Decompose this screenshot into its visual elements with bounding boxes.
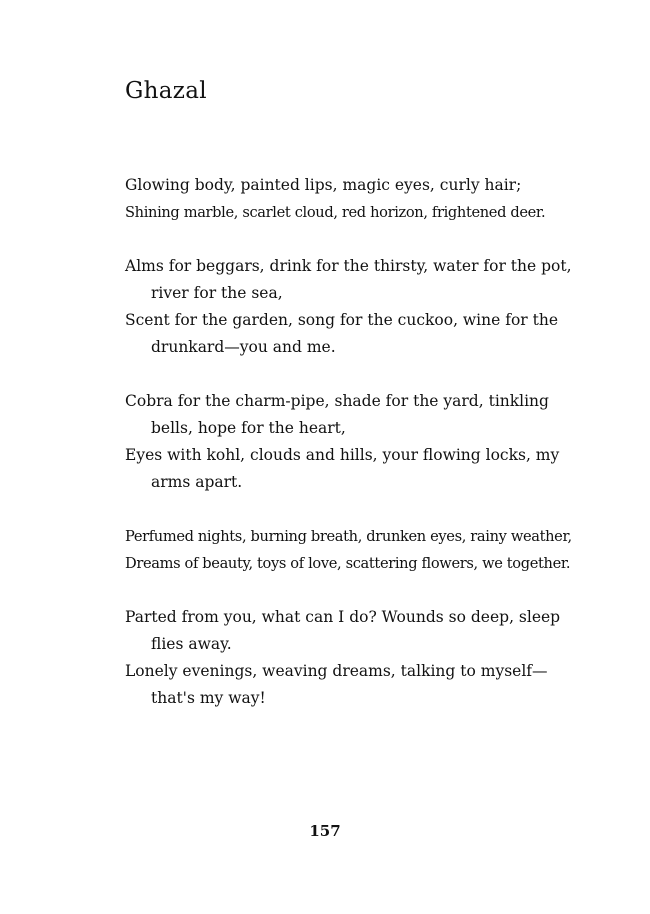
poem-line-continuation: that's my way! <box>151 689 266 707</box>
poem-title: Ghazal <box>125 78 207 104</box>
poem-line: Parted from you, what can I do? Wounds so deep, sleep <box>125 608 561 626</box>
stanza <box>125 523 572 577</box>
poem-line-continuation: flies away. <box>151 635 232 653</box>
poem-line-continuation: arms apart. <box>151 473 243 491</box>
page-number: 157 <box>309 822 341 840</box>
stanza <box>125 388 565 496</box>
poem-body <box>125 172 572 739</box>
poem-line-continuation: bells, hope for the heart, <box>151 419 346 437</box>
poem-line: Lonely evenings, weaving dreams, talking to myself— <box>125 662 548 680</box>
poem-line: Glowing body, painted lips, magic eyes, curly hair; <box>125 176 522 194</box>
poem-line: Dreams of beauty, toys of love, scattering flowers, we together. <box>125 555 571 572</box>
poem-line: Cobra for the charm-pipe, shade for the yard, tinkling <box>125 392 549 410</box>
poem-line: Shining marble, scarlet cloud, red horizon, frightened deer. <box>125 204 546 221</box>
stanza <box>125 604 565 712</box>
poem-line: Alms for beggars, drink for the thirsty, water for the pot, <box>125 257 572 275</box>
poem-line-continuation: river for the sea, <box>151 284 283 302</box>
poem-line: Scent for the garden, song for the cuckoo, wine for the <box>125 311 559 329</box>
poem-line-continuation: drunkard—you and me. <box>151 338 336 356</box>
poem-line: Eyes with kohl, clouds and hills, your flowing locks, my <box>125 446 560 464</box>
stanza <box>125 172 565 226</box>
poem-line: Perfumed nights, burning breath, drunken eyes, rainy weather, <box>125 528 572 545</box>
stanza <box>125 253 572 361</box>
